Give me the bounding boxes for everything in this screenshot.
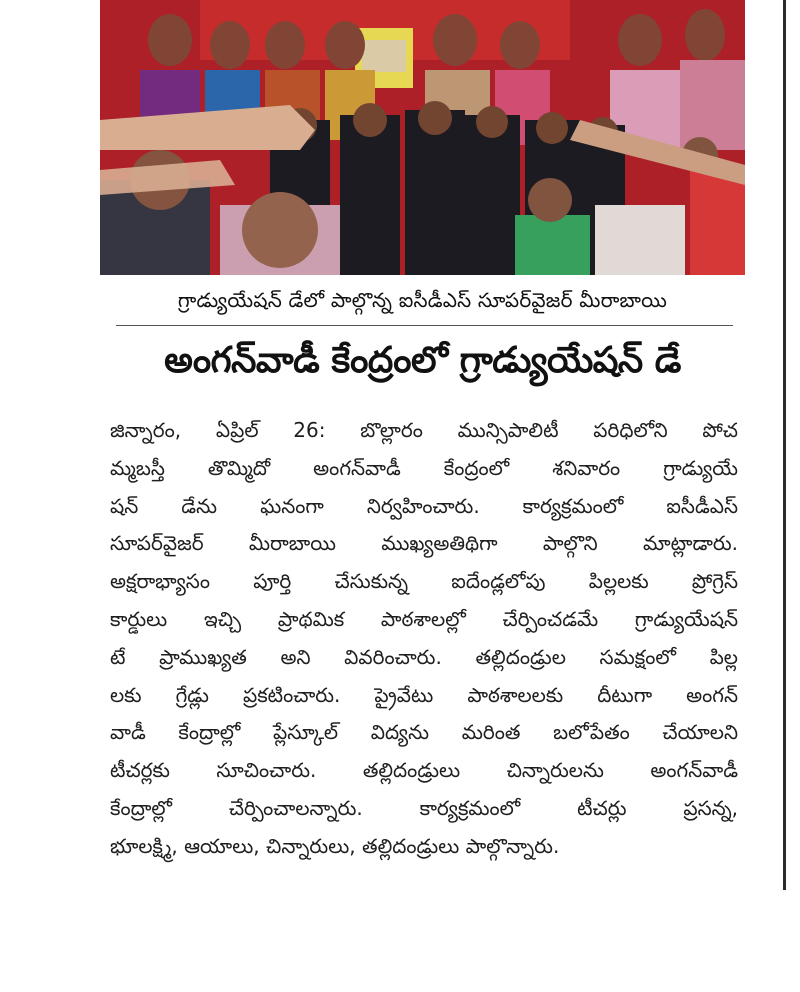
- body-line: లకు గ్రేడ్లు ప్రకటించారు. ప్రైవేటు పాఠశాలలకు దీటుగా అంగన్: [110, 682, 738, 707]
- body-line: టీచర్లకు సూచించారు. తల్లిదండ్రులు చిన్నారులను అంగన్‌వాడీ: [110, 758, 738, 783]
- photo-caption: గ్రాడ్యుయేషన్ డేలో పాల్గొన్న ఐసీడీఎస్ సూపర్‌వైజర్ మీరాబాయి: [177, 288, 668, 312]
- body-line: భూలక్ష్మి, ఆయాలు, చిన్నారులు, తల్లిదండ్రులు పాల్గొన్నారు.: [110, 833, 560, 858]
- body-line: వాడీ కేంద్రాల్లో ప్లేస్కూల్ విద్యను మరింత బలోపేతం చేయాలని: [110, 720, 738, 745]
- body-line: మ్మబస్తీ తొమ్మిదో అంగన్‌వాడీ కేంద్రంలో శనివారం గ్రాడ్యుయే: [110, 455, 738, 480]
- article-body: [110, 412, 738, 866]
- body-line: కేంద్రాల్లో చేర్పించాలన్నారు. కార్యక్రమంలో టీచర్లు ప్రసన్న,: [110, 795, 738, 820]
- graduation-event-photo: [100, 0, 745, 275]
- body-line: కార్డులు ఇచ్చి ప్రాథమిక పాఠశాలల్లో చేర్పించడమే గ్రాడ్యుయేషన్: [110, 606, 738, 631]
- caption-divider: [116, 325, 733, 326]
- body-line: జిన్నారం, ఏప్రిల్ 26: బొల్లారం మున్సిపాలిటీ పరిధిలోని పోచ: [110, 418, 738, 442]
- body-line: అక్షరాభ్యాసం పూర్తి చేసుకున్న ఐదేండ్లలోపు పిల్లలకు ప్రోగ్రెస్: [110, 569, 738, 594]
- article-photo: [100, 0, 745, 275]
- body-line: టే ప్రాముఖ్యత అని వివరించారు. తల్లిదండ్రుల సమక్షంలో పిల్ల: [110, 644, 738, 669]
- article-headline: అంగన్‌వాడీ కేంద్రంలో గ్రాడ్యుయేషన్ డే: [164, 340, 681, 381]
- body-line: షన్ డేను ఘనంగా నిర్వహించారు. కార్యక్రమంలో ఐసీడీఎస్: [110, 493, 738, 518]
- body-line: సూపర్‌వైజర్ మీరాబాయి ముఖ్యఅతిథిగా పాల్గొని మాట్లాడారు.: [110, 531, 738, 556]
- column-rule: [783, 0, 786, 890]
